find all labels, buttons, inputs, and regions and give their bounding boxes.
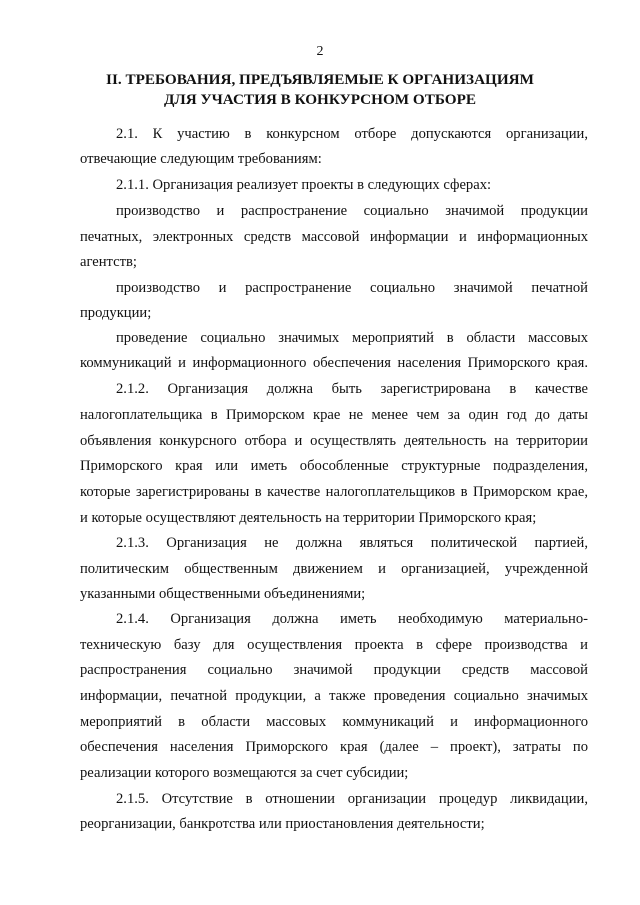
text-line: налогоплательщика в Приморском крае не менее чем за один год до даты [80,407,588,423]
text-line: объявления конкурсного отбора и осуществлять деятельность на территории [80,433,588,449]
text-line: проведение социально значимых мероприятий в области массовых [116,330,588,346]
text-line: политическим общественным движением и организацией, учрежденной [80,561,588,577]
text-line: печатных, электронных средств массовой информации и информационных [80,229,588,245]
text-line: и которые осуществляют деятельность на территории Приморского края; [80,510,537,526]
text-line: 2.1.1. Организация реализует проекты в следующих сферах: [116,177,492,193]
text-line: обеспечения населения Приморского края (далее – проект), затраты по [80,739,588,755]
text-line: продукции; [80,305,152,321]
text-line: 2.1.5. Отсутствие в отношении организации процедур ликвидации, [116,791,588,807]
text-line: указанными общественными объединениями; [80,586,366,602]
text-line: Приморского края или иметь обособленные структурные подразделения, [80,458,588,474]
text-line: которые зарегистрированы в качестве налогоплательщиков в Приморском крае, [80,484,588,500]
heading-line: ДЛЯ УЧАСТИЯ В КОНКУРСНОМ ОТБОРЕ [163,91,477,108]
text-line: распространения социально значимой продукции средств массовой [80,662,588,678]
text-line: 2.1. К участию в конкурсном отборе допускаются организации, [116,126,588,142]
text-line: агентств; [80,254,137,270]
text-line: производство и распространение социально значимой продукции [116,203,588,219]
text-line: мероприятий в области массовых коммуникаций и информационного [80,714,588,730]
text-line: 2.1.2. Организация должна быть зарегистрирована в качестве [116,381,588,397]
text-line: коммуникаций и информационного обеспечения населения Приморского края. [80,355,588,371]
text-line: производство и распространение социально значимой печатной [116,280,588,296]
text-line: 2.1.3. Организация не должна являться политической партией, [116,535,588,551]
section-heading [0,70,640,110]
page-number: 2 [316,44,324,59]
text-line: отвечающие следующим требованиям: [80,151,322,167]
text-line: 2.1.4. Организация должна иметь необходимую материально- [116,611,588,627]
text-line: реорганизации, банкротства или приостановления деятельности; [80,816,485,832]
text-line: техническую базу для осуществления проекта в сфере производства и [80,637,588,653]
text-line: реализации которого возмещаются за счет субсидии; [80,765,409,781]
text-line: информации, печатной продукции, а также проведения социально значимых [80,688,588,704]
heading-line: II. ТРЕБОВАНИЯ, ПРЕДЪЯВЛЯЕМЫЕ К ОРГАНИЗАЦИЯМ [106,71,534,88]
